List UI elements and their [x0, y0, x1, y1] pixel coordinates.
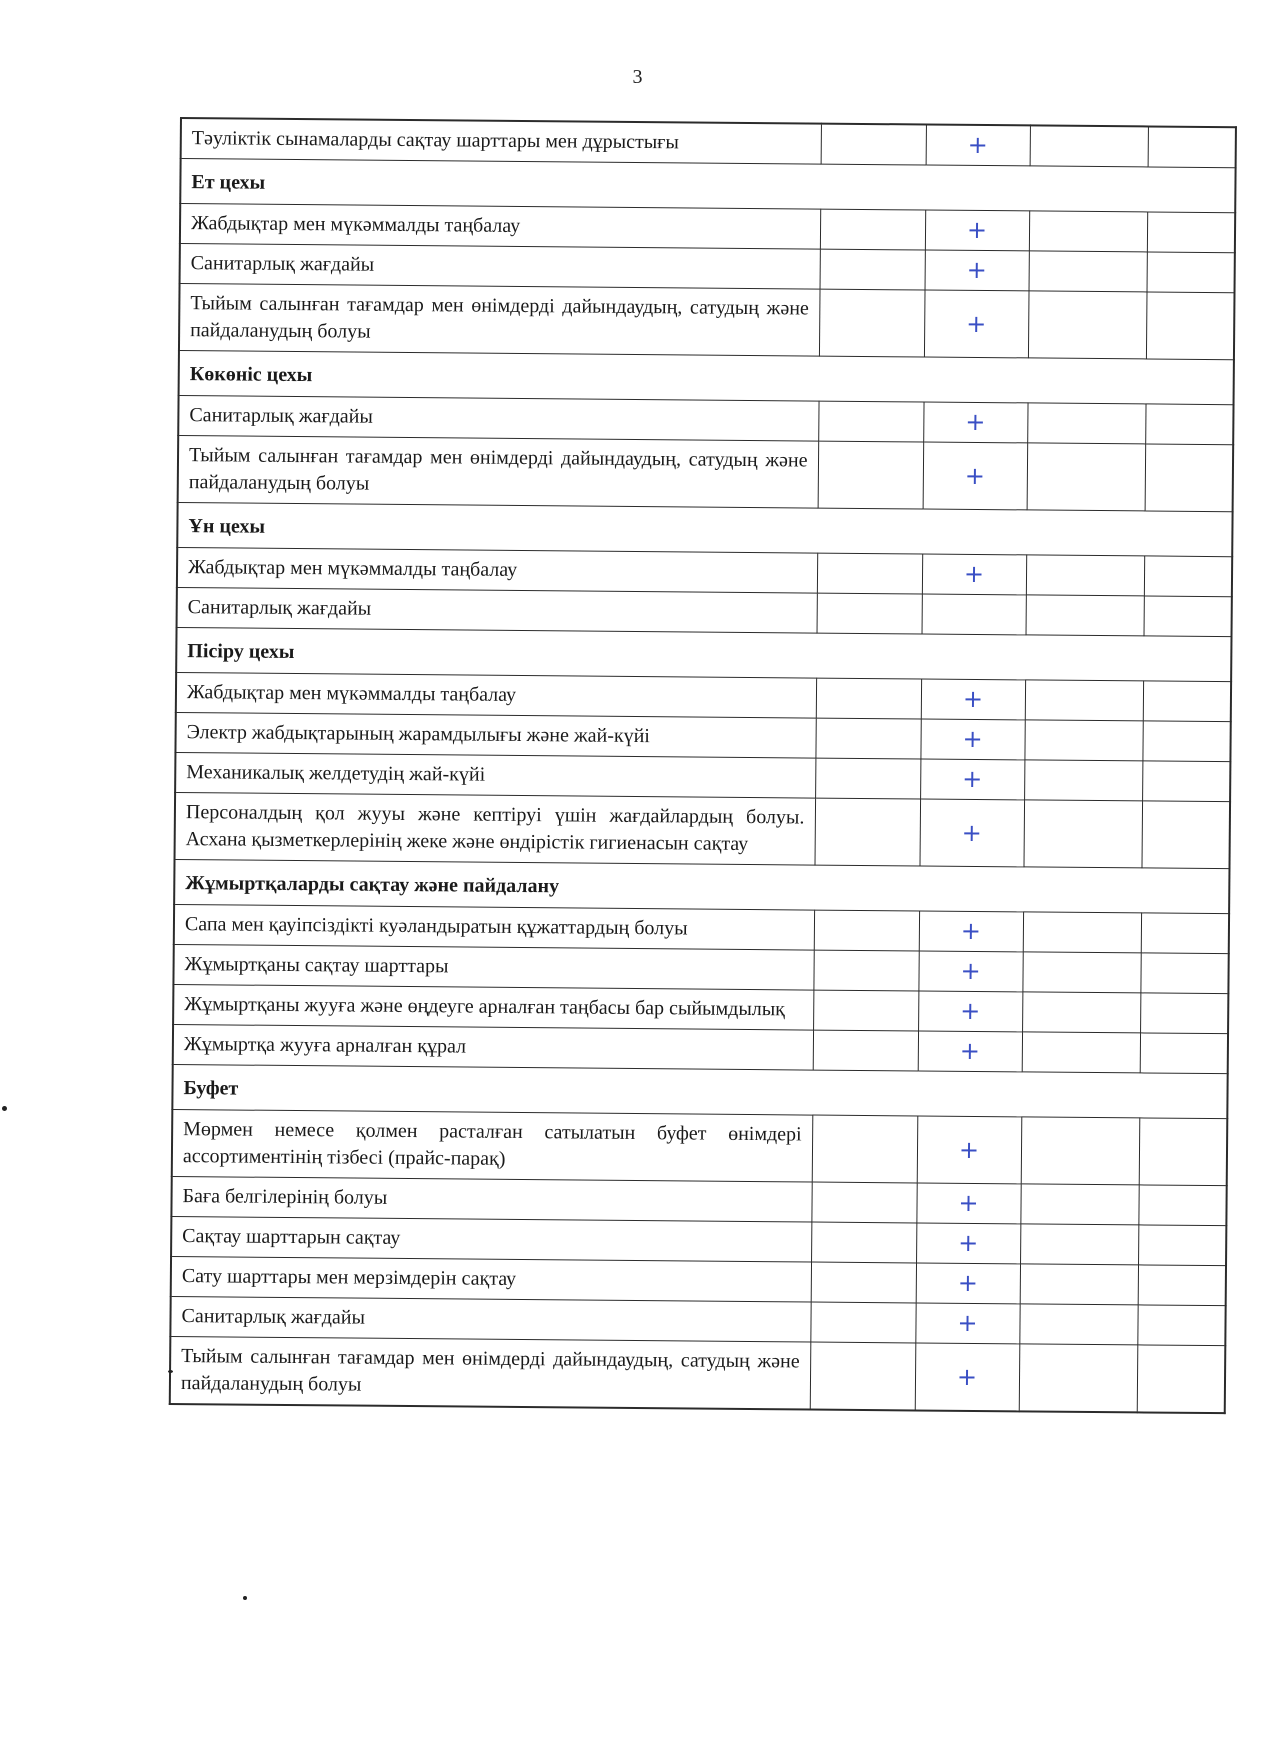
requirement-text: Тыйым салынған тағамдар мен өнімдерді дайындаудың, сатудың және пайдаланудың болуы	[179, 284, 820, 357]
compliance-mark: +	[916, 1183, 1020, 1224]
section-title: Ет цехы	[180, 159, 1235, 213]
requirement-text: Сапа мен қауіпсіздікті куәландыратын құжаттардың болуы	[174, 904, 814, 950]
empty-cell	[1026, 595, 1144, 636]
table-row	[175, 792, 1231, 868]
requirement-text: Жабдықтар мен мүкәммалды таңбалау	[176, 672, 816, 718]
empty-cell	[1137, 1305, 1225, 1346]
empty-cell	[1020, 1184, 1138, 1225]
section-title: Ұн цехы	[177, 502, 1232, 556]
requirement-text: Жабдықтар мен мүкәммалды таңбалау	[180, 204, 820, 250]
empty-cell	[1139, 1118, 1228, 1186]
empty-cell	[1027, 443, 1146, 511]
empty-cell	[813, 1030, 918, 1071]
empty-cell	[814, 798, 920, 866]
empty-cell	[814, 910, 919, 951]
empty-cell	[1024, 720, 1142, 761]
requirement-text: Санитарлық жағдайы	[178, 395, 818, 441]
empty-cell	[1024, 760, 1142, 801]
compliance-mark: +	[920, 719, 1024, 760]
requirement-text: Жұмыртқа жууға арналған құрал	[173, 1024, 813, 1070]
checklist-sheet	[169, 117, 1235, 1414]
empty-cell	[1026, 555, 1144, 596]
empty-cell	[1145, 444, 1234, 512]
table-row	[179, 284, 1235, 360]
empty-cell	[820, 249, 925, 290]
compliance-mark: +	[921, 679, 1025, 720]
empty-cell	[820, 209, 925, 250]
checklist-body	[170, 118, 1236, 1413]
requirement-text: Санитарлық жағдайы	[180, 244, 820, 290]
empty-cell	[810, 1302, 915, 1343]
compliance-mark: +	[923, 402, 1027, 443]
empty-cell	[810, 1342, 916, 1410]
empty-cell	[818, 401, 923, 442]
compliance-mark: +	[923, 442, 1028, 510]
empty-cell	[1141, 913, 1229, 954]
section-title: Жұмыртқаларды сақтау және пайдалану	[174, 859, 1229, 913]
empty-cell	[1140, 953, 1228, 994]
compliance-mark: +	[926, 125, 1030, 166]
section-title: Пісіру цехы	[176, 627, 1231, 681]
empty-cell	[1028, 291, 1147, 359]
empty-cell	[1147, 212, 1235, 253]
compliance-mark: +	[920, 759, 1024, 800]
empty-cell	[816, 678, 921, 719]
empty-cell	[1029, 211, 1147, 252]
empty-cell	[811, 1262, 916, 1303]
empty-cell	[1022, 992, 1140, 1033]
requirement-text: Сақтау шарттарын сақтау	[171, 1216, 811, 1262]
compliance-mark: +	[918, 1031, 1022, 1072]
empty-cell	[1142, 721, 1230, 762]
empty-cell	[1027, 403, 1145, 444]
requirement-text: Жабдықтар мен мүкәммалды таңбалау	[177, 547, 817, 593]
scan-speck	[168, 1370, 173, 1373]
empty-cell	[817, 553, 922, 594]
requirement-text: Баға белгілерінің болуы	[171, 1176, 811, 1222]
compliance-mark: +	[918, 951, 1022, 992]
empty-cell	[1140, 993, 1228, 1034]
empty-cell	[1138, 1185, 1226, 1226]
section-title: Буфет	[172, 1064, 1227, 1118]
empty-cell	[1146, 292, 1235, 360]
empty-cell	[1147, 252, 1235, 293]
empty-cell	[821, 124, 926, 165]
empty-cell	[1019, 1344, 1138, 1413]
table-row	[170, 1336, 1226, 1413]
empty-cell	[1025, 680, 1143, 721]
empty-cell	[1140, 1033, 1228, 1074]
empty-cell	[1020, 1224, 1138, 1265]
compliance-mark: +	[922, 554, 1026, 595]
compliance-mark: +	[917, 1116, 1022, 1184]
table-row	[172, 1109, 1228, 1185]
empty-cell	[1022, 1032, 1140, 1073]
compliance-mark: +	[919, 911, 1023, 952]
empty-cell	[1138, 1265, 1226, 1306]
empty-cell	[819, 289, 925, 357]
compliance-mark: +	[925, 210, 1029, 251]
compliance-mark	[922, 594, 1026, 635]
empty-cell	[812, 1115, 918, 1183]
requirement-text: Тыйым салынған тағамдар мен өнімдерді дайындаудың, сатудың және пайдаланудың болуы	[178, 435, 819, 508]
empty-cell	[813, 990, 918, 1031]
empty-cell	[1023, 912, 1141, 953]
requirement-text: Тыйым салынған тағамдар мен өнімдерді дайындаудың, сатудың және пайдаланудың болуы	[170, 1336, 811, 1409]
compliance-mark: +	[924, 290, 1029, 358]
empty-cell	[1022, 952, 1140, 993]
empty-cell	[813, 950, 918, 991]
empty-cell	[1144, 596, 1232, 637]
section-title: Көкөніс цехы	[179, 350, 1234, 404]
empty-cell	[815, 758, 920, 799]
requirement-text: Электр жабдықтарының жарамдылығы және жай-күйі	[175, 712, 815, 758]
empty-cell	[815, 718, 920, 759]
empty-cell	[1021, 1117, 1140, 1185]
requirement-text: Тәуліктік сынамаларды сақтау шарттары мен дұрыстығы	[181, 118, 821, 164]
empty-cell	[1148, 126, 1236, 167]
empty-cell	[1020, 1264, 1138, 1305]
compliance-mark: +	[915, 1343, 1020, 1411]
requirement-text: Механикалық желдетудің жай-күйі	[175, 752, 815, 798]
compliance-mark: +	[915, 1303, 1019, 1344]
empty-cell	[1138, 1225, 1226, 1266]
requirement-text: Санитарлық жағдайы	[177, 587, 817, 633]
scan-speck	[2, 1106, 7, 1111]
empty-cell	[1019, 1304, 1137, 1345]
empty-cell	[811, 1222, 916, 1263]
empty-cell	[1141, 801, 1230, 869]
compliance-mark: +	[919, 799, 1024, 867]
requirement-text: Жұмыртқаны сақтау шарттары	[173, 944, 813, 990]
scan-speck	[243, 1596, 247, 1600]
requirement-text: Персоналдың қол жууы және кептіруі үшін жағдайлардың болуы. Асхана қызметкерлерінің жеке және өндірістік гигиенасын сақтау	[175, 792, 816, 865]
empty-cell	[1023, 800, 1142, 868]
empty-cell	[1144, 556, 1232, 597]
empty-cell	[817, 593, 922, 634]
empty-cell	[1137, 1345, 1226, 1413]
compliance-mark: +	[918, 991, 1022, 1032]
requirement-text: Санитарлық жағдайы	[170, 1296, 810, 1342]
empty-cell	[1145, 404, 1233, 445]
empty-cell	[1142, 761, 1230, 802]
page-number: 3	[632, 66, 643, 88]
empty-cell	[1143, 681, 1231, 722]
requirement-text: Жұмыртқаны жууға және өңдеуге арналған таңбасы бар сыйымдылық	[173, 984, 813, 1030]
empty-cell	[1029, 251, 1147, 292]
empty-cell	[811, 1182, 916, 1223]
empty-cell	[818, 441, 924, 509]
compliance-mark: +	[925, 250, 1029, 291]
empty-cell	[1030, 125, 1148, 167]
requirement-text: Мөрмен немесе қолмен расталған сатылатын буфет өнімдері ассортиментінің тізбесі (прайс-парақ)	[172, 1109, 813, 1182]
table-row	[178, 435, 1234, 511]
requirement-text: Сату шарттары мен мерзімдерін сақтау	[171, 1256, 811, 1302]
compliance-mark: +	[916, 1263, 1020, 1304]
checklist-table	[169, 117, 1237, 1414]
compliance-mark: +	[916, 1223, 1020, 1264]
